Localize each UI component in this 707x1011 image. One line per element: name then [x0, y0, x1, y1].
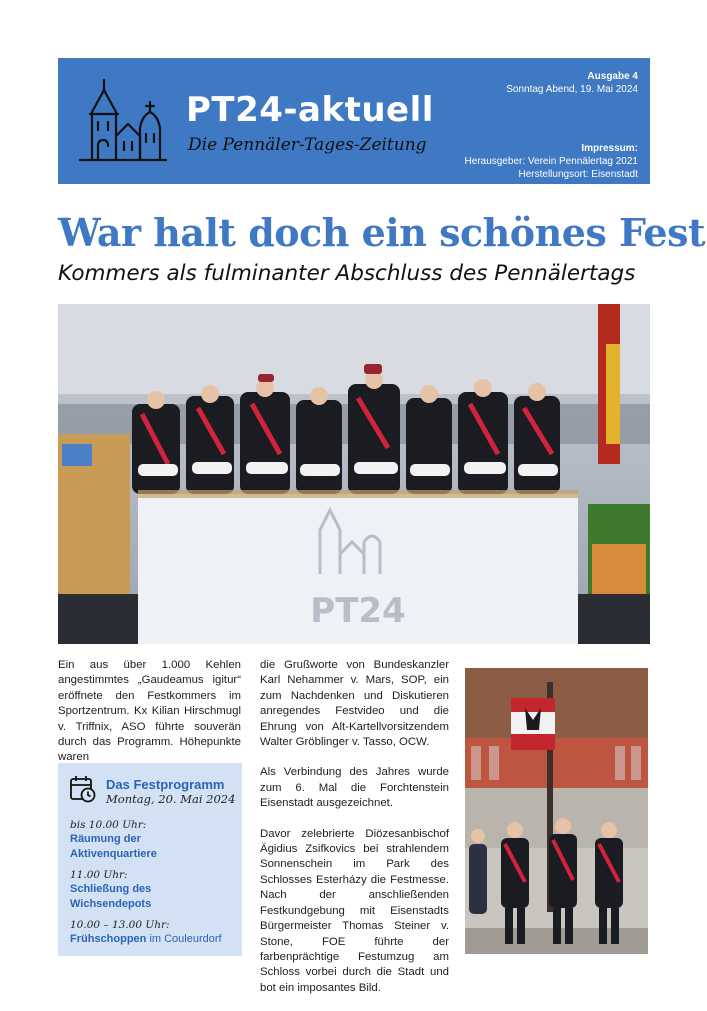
article-paragraph: Als Verbindung des Jahres wurde zum 6. Mal die Forchtenstein Eisenstadt ausgezeichnet.	[260, 766, 449, 810]
program-item-time: 11.00 Uhr:	[70, 869, 128, 881]
festzug-side-photo	[465, 668, 648, 954]
kommers-main-photo	[58, 304, 650, 644]
article-paragraph: Davor zelebrierte Diözesanbischof Ägidius Zsifkovics bei strahlendem Sonnenschein im Park des Schlosses Esterházy die Festmesse. Nach der anschließenden Festkundgebung mit Eisenstadts Bürgermeister Thomas Steiner v. Stone, FOE führte der farbenprächtige Festumzug am Schloss vorbei durch die Stadt und bot ein imposantes Bild.	[260, 827, 449, 994]
program-item-desc	[70, 932, 240, 947]
article-subheadline: Kommers als fulminanter Abschluss des Pennälertags	[58, 261, 636, 286]
program-date: Montag, 20. Mai 2024	[106, 792, 236, 806]
masthead-banner	[58, 58, 650, 184]
program-item-place: im Couleurdorf	[146, 933, 222, 945]
article-column-2	[260, 658, 449, 1011]
impressum-place: Herstellungsort: Eisenstadt	[518, 169, 638, 180]
impressum-publisher: Herausgeber: Verein Pennälertag 2021	[464, 156, 638, 167]
program-item-desc-main: Frühschoppen	[70, 933, 147, 945]
impressum-label: Impressum:	[581, 143, 638, 154]
article-paragraph: Ein aus über 1.000 Kehlen angestimmtes „Gaudeamus igitur“ eröffnete den Festkommers im Sportzentrum. Kx Kilian Hirschmugl v. Triffnix, ASO führte souverän durch das Programm. Höhepunkte waren	[58, 659, 241, 764]
issue-date: Sonntag Abend, 19. Mai 2024	[506, 84, 638, 95]
program-item-desc: Schließung des Wichsendepots	[70, 883, 152, 910]
festprogramm-box	[58, 763, 242, 956]
program-title: Das Festprogramm	[106, 777, 225, 792]
article-headline: War halt doch ein schönes Fest	[58, 210, 706, 255]
program-item-time: bis 10.00 Uhr:	[70, 819, 147, 831]
castle-logo-icon	[76, 76, 170, 164]
article-paragraph: die Grußworte von Bundeskanzler Karl Nehammer v. Mars, SOP, ein zum Nachdenken und Diskutieren anregendes Festvideo und die Ehrung von Alt-Kartellvorsitzendem Walter Gröblinger v. Tasso, OCW.	[260, 659, 449, 749]
calendar-clock-icon	[70, 775, 96, 803]
program-item-time: 10.00 – 13.00 Uhr:	[70, 919, 170, 931]
masthead-title: PT24-aktuell	[186, 90, 434, 130]
program-item-desc: Räumung der Aktivenquartiere	[70, 833, 157, 860]
masthead-subtitle: Die Pennäler-Tages-Zeitung	[188, 135, 427, 155]
table-cloth-logo-text: PT24	[310, 591, 406, 631]
issue-number: Ausgabe 4	[587, 71, 638, 82]
